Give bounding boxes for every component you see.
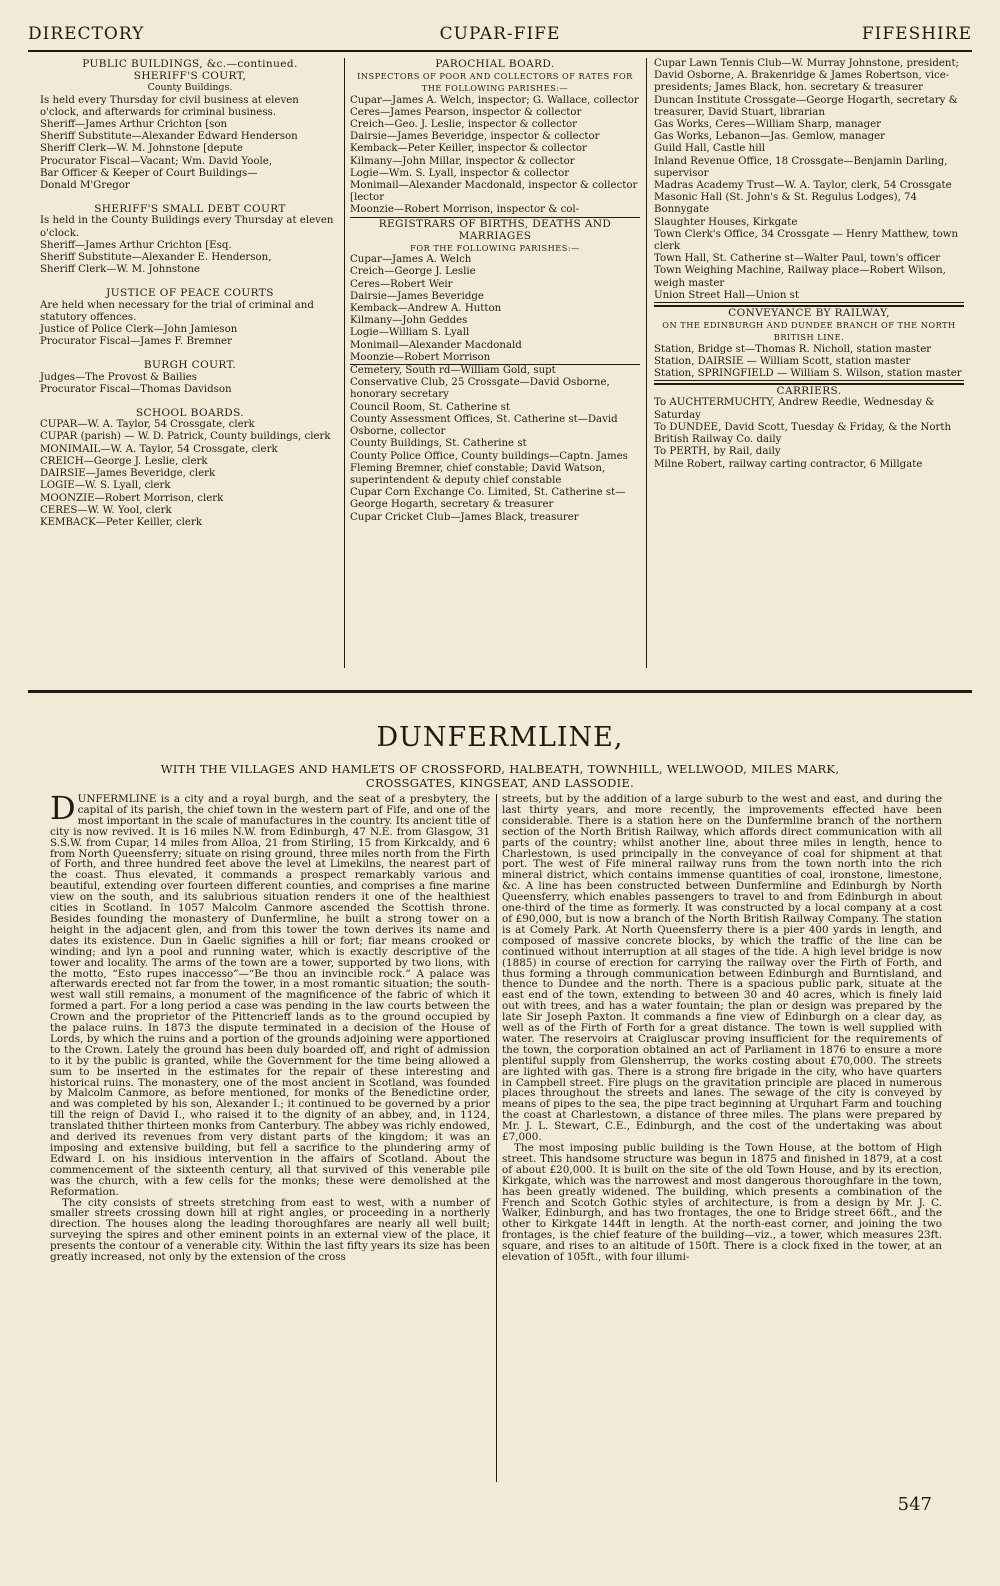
body-paragraph: The city consists of streets stretching from east to west, with a number of smaller streets crossing down hill at right angles, or proceeding in a northerly direction. The houses along the leading thoroughfares are nearly all well built; surveying the spires and other eminent points in an external view of the place, it presents the contour of a venerable city. Within the last fifty years its size has been greatly increased, not only by the extension of the cross [50,1196,490,1264]
directory-entry: Monimail—Alexander Macdonald [350,339,522,351]
directory-entry: Is held every Thursday for civil business at eleven o'clock, and afterwards for criminal business. [40,94,299,118]
directory-entry: Inland Revenue Office, 18 Crossgate—Benjamin Darling, supervisor [654,155,948,179]
directory-entry: SHERIFF'S COURT, [133,70,247,83]
directory-entry: Conservative Club, 25 Crossgate—David Osborne, honorary secretary [350,377,610,401]
directory-entry: Monimail—Alexander Macdonald, inspector & collector [lector [350,180,638,204]
directory-entry: CREICH—George J. Leslie, clerk [40,455,208,467]
directory-entry: Procurator Fiscal—Vacant; Wm. David Yoole, [40,155,273,167]
directory-entry: REGISTRARS OF BIRTHS, DEATHS AND MARRIAGES [378,217,612,242]
directory-entry: Madras Academy Trust—W. A. Taylor, clerk, 54 Crossgate [654,180,952,192]
directory-entry: Sheriff Clerk—W. M. Johnstone [40,264,200,276]
directory-entry: CONVEYANCE BY RAILWAY, [728,307,890,320]
directory-entry: Moonzie—Robert Morrison, inspector & col- [350,204,580,216]
directory-entry: Kemback—Peter Keiller, inspector & collector [350,143,587,155]
directory-entry: Kilmany—John Millar, inspector & collector [350,155,575,167]
directory-entry: CERES—W. W. Yool, clerk [40,504,172,516]
directory-entry: Dairsie—James Beveridge, inspector & collector [350,131,600,143]
directory-entry: Cupar Cricket Club—James Black, treasurer [350,511,579,523]
section-subtitle-line1: WITH THE VILLAGES AND HAMLETS OF CROSSFORD, HALBEATH, TOWNHILL, WELLWOOD, MILES MARK, [160,762,840,776]
directory-entry: BURGH COURT. [143,359,237,372]
header-left: DIRECTORY [28,24,145,44]
directory-entry: Is held in the County Buildings every Thursday at eleven o'clock. [40,215,334,239]
column-parochial-board [350,58,640,524]
directory-entry: MOONZIE—Robert Morrison, clerk [40,492,224,504]
spacer [40,276,340,287]
directory-entry: LOGIE—W. S. Lyall, clerk [40,480,171,492]
directory-entry: JUSTICE OF PEACE COURTS [106,287,274,300]
directory-entry: County Police Office, County buildings—Captn. James Fleming Bremner, chief constable; David Watson, superintendent & deputy chief constable [350,450,628,486]
directory-entry: Milne Robert, railway carting contractor, 6 Millgate [654,458,923,470]
directory-entry: To DUNDEE, David Scott, Tuesday & Friday, & the North British Railway Co. daily [654,421,952,446]
directory-entry: Guild Hall, Castle hill [654,143,765,155]
column-divider [344,58,345,668]
column-public-buildings [40,58,340,529]
spacer [40,348,340,359]
body-right-column [502,794,942,1263]
directory-entry: MONIMAIL—W. A. Taylor, 54 Crossgate, clerk [40,443,278,455]
directory-entry: Creich—Geo. J. Leslie, inspector & collector [350,119,577,131]
directory-entry: Sheriff—James Arthur Crichton [son [40,119,228,131]
directory-entry: Kilmany—John Geddes [350,315,468,327]
body-paragraph: streets, but by the addition of a large suburb to the west and east, and during the last thirty years, and more recently, the improvements effected have been considerable. There is a station here on the Dunfermline branch of the northern section of the North British Railway, which affords direct communication with all parts of the country; whilst another line, about three miles in length, hence to Charlestown, is used principally in the conveyance of coal for shipment at that port. The west of Fife mineral railway runs from the town north into the rich mineral district, which contains immense quantities of coal, ironstone, limestone, &c. A line has been constructed between Dunfermline and Edinburgh by North Queensferry, which enables passengers to travel to and from Edinburgh in about one-third of the time as formerly. It was constructed by a local company at a cost of £90,000, but is now a branch of the North British Railway Company. The station is at Comely Park. At North Queensferry there is a pier 400 yards in length, and composed of massive concrete blocks, by which the traffic of the line can be continued without interruption at all stages of the tide. A high level bridge is now (1885) in course of erection for carrying the railway over the Firth of Forth, and thus forming a through communication between Edinburgh and Burntisland, and thence to Dundee and the north. There is a spacious public park, situate at the east end of the town, extending to between 30 and 40 acres, which is finely laid out with trees, and has a water fountain; the plan or design was prepared by the late Sir Joseph Paxton. It commands a fine view of Edinburgh on a clear day, as well as of the Firth of Forth for a great distance. The town is well supplied with water. The reservoirs at Craigluscar proving insufficient for the requirements of the town, the corporation obtained an act of Parliament in 1876 to ensure a more plentiful supply from Glensherrup, the works costing about £70,000. The streets are lighted with gas. There is a strong fire brigade in the city, who have quarters in Campbell street. Fire plugs on the gravitation principle are placed in numerous places throughout the streets and lanes. The sewage of the city is conveyed by means of pipes to the sea, the pipe tract beginning at Urquhart Farm and touching the coast at Charlestown, a distance of three miles. The plans were prepared by Mr. J. L. Stewart, C.E., Edinburgh, and the cost of the undertaking was about £7,000. [502,793,942,1144]
directory-entry: PUBLIC BUILDINGS, &c.—continued. [82,58,298,70]
header-right: FIFESHIRE [861,24,972,44]
body-paragraph: The most imposing public building is the Town House, at the bottom of High street. This handsome structure was begun in 1875 and finished in 1879, at a cost of about £20,000. It is built on the site of the old Town House, and by its erection, Kirkgate, which was the narrowest and most dangerous thoroughfare in the town, has been greatly widened. The building, which presents a combination of the French and Scotch Gothic styles of architecture, is from a design by Mr. J. C. Walker, Edinburgh, and has two frontages, the one to Bridge street 66ft., and the other to Kirkgate 144ft in length. At the north-east corner, and joining the two frontages, is the chief feature of the building—viz., a tower, which measures 23ft. square, and rises to an altitude of 150ft. There is a clock fixed in the tower, at an elevation of 105ft., with four illumi- [502,1142,942,1264]
directory-entry: Council Room, St. Catherine st [350,401,510,413]
directory-entry: Logie—Wm. S. Lyall, inspector & collector [350,167,570,179]
column-divider [646,58,647,668]
directory-entry: To AUCHTERMUCHTY, Andrew Reedie, Wednesday & Saturday [654,397,935,421]
directory-entry: Town Hall, St. Catherine st—Walter Paul, town's officer [654,253,941,265]
section-title: DUNFERMLINE, [376,722,624,753]
directory-entry: Station, Bridge st—Thomas R. Nicholl, station master [654,343,932,355]
directory-entry: Creich—George J. Leslie [350,266,476,278]
directory-entry: Bar Officer & Keeper of Court Buildings— [40,167,258,179]
directory-entry: Cupar—James A. Welch, inspector; G. Wallace, collector [350,94,639,106]
directory-entry: Gas Works, Lebanon—Jas. Gemlow, manager [654,131,886,143]
directory-entry: Cupar Lawn Tennis Club—W. Murray Johnstone, president; David Osborne, A. Brakenridge & James Robertson, vice-presidents; James Black, hon. secretary & treasurer [654,58,959,94]
directory-entry: Kemback—Andrew A. Hutton [350,303,502,315]
directory-entry: SCHOOL BOARDS. [135,407,245,420]
directory-entry: Moonzie—Robert Morrison [350,351,491,363]
directory-entry: County Assessment Offices, St. Catherine st—David Osborne, collector [350,413,618,438]
directory-entry: Procurator Fiscal—Thomas Davidson [40,383,232,395]
directory-entry: Town Weighing Machine, Railway place—Robert Wilson, weigh master [654,265,946,289]
directory-entry: Justice of Police Clerk—John Jamieson [40,324,238,336]
directory-entry: CARRIERS. [776,385,842,398]
header-center: CUPAR-FIFE [439,24,561,44]
column-divider [496,794,497,1482]
directory-entry: Cupar Corn Exchange Co. Limited, St. Catherine st—George Hogarth, secretary & treasurer [350,487,626,511]
page-number: 547 [897,1494,932,1515]
directory-entry: Slaughter Houses, Kirkgate [654,216,798,228]
directory-entry: Dairsie—James Beveridge [350,290,484,302]
directory-entry: Union Street Hall—Union st [654,289,799,301]
directory-entry: Sheriff Substitute—Alexander E. Henderson, [40,252,272,264]
directory-entry: CUPAR—W. A. Taylor, 54 Crossgate, clerk [40,419,255,431]
drop-cap: D [50,789,76,827]
directory-entry: Masonic Hall (St. John's & St. Regulus Lodges), 74 Bonnygate [654,192,918,216]
directory-entry: Duncan Institute Crossgate—George Hogarth, secretary & treasurer, David Stuart, librarian [654,94,958,118]
header-rule [28,50,972,52]
directory-entry: Sheriff Substitute—Alexander Edward Henderson [40,131,298,143]
directory-entry: Judges—The Provost & Bailies [40,371,197,383]
directory-entry: Town Clerk's Office, 34 Crossgate — Henry Matthew, town clerk [654,228,959,253]
directory-entry: Sheriff—James Arthur Crichton [Esq. [40,239,232,251]
directory-entry: County Buildings, St. Catherine st [350,438,527,450]
spacer [40,192,340,203]
directory-entry: INSPECTORS OF POOR AND COLLECTORS OF RATES FOR THE FOLLOWING PARISHES:— [357,71,633,94]
directory-entry: Procurator Fiscal—James F. Bremner [40,336,232,348]
column-institutions [654,58,964,471]
directory-entry: To PERTH, by Rail, daily [654,446,781,458]
directory-entry: Logie—William S. Lyall [350,327,470,339]
directory-entry: Ceres—Robert Weir [350,278,453,290]
directory-entry: Gas Works, Ceres—William Sharp, manager [654,119,882,131]
directory-entry: Station, DAIRSIE — William Scott, station master [654,355,911,367]
body-left-column [50,789,490,1264]
directory-entry: PAROCHIAL BOARD. [435,58,555,70]
directory-entry: CUPAR (parish) — W. D. Patrick, County buildings, clerk [40,431,331,443]
running-header [28,24,972,46]
directory-entry: Cupar—James A. Welch [350,254,472,266]
directory-entry: Donald M'Gregor [40,180,130,192]
spacer [40,396,340,407]
directory-entry: County Buildings. [147,82,233,94]
directory-entry: Cemetery, South rd—William Gold, supt [350,365,556,377]
section-subtitle-line2: CROSSGATES, KINGSEAT, AND LASSODIE. [365,776,635,790]
directory-entry: DAIRSIE—James Beveridge, clerk [40,468,216,480]
directory-entry: Are held when necessary for the trial of criminal and statutory offences. [40,299,314,323]
directory-entry: Station, SPRINGFIELD — William S. Wilson, station master [654,368,962,380]
directory-entry: KEMBACK—Peter Keiller, clerk [40,516,203,528]
directory-entry: SHERIFF'S SMALL DEBT COURT [94,203,286,216]
directory-entry: Ceres—James Pearson, inspector & collector [350,106,582,118]
directory-entry: ON THE EDINBURGH AND DUNDEE BRANCH OF THE NORTH BRITISH LINE. [662,320,956,343]
directory-entry: Sheriff Clerk—W. M. Johnstone [depute [40,143,243,155]
directory-entry: FOR THE FOLLOWING PARISHES:— [410,243,580,254]
section-rule [28,690,972,693]
body-paragraph: UNFERMLINE is a city and a royal burgh, and the seat of a presbytery, the capital of its parish, the chief town in the western part of Fife, and one of the most important in the scale of manufactures in the country. Its ancient title of city is now revived. It is 16 miles N.W. from Edinburgh, 47 N.E. from Glasgow, 31 S.S.W. from Cupar, 14 miles from Alloa, 21 from Stirling, 15 from Kirkcaldy, and 6 from North Queensferry; situate on rising ground, three miles north from the Firth of Forth, and three hundred feet above the level at Limekilns, the nearest part of the coast. Thus elevated, it commands a prospect remarkably various and beautiful, extending over fourteen different counties, and comprises a fine marine view on the south, and its salubrious situation renders it one of the healthiest cities in Scotland. In 1057 Malcolm Canmore ascended the Scottish throne. Besides founding the monastery of Dunfermline, he built a strong tower on a height in the adjacent glen, and from this tower the town derives its name and dates its existence. Dun in Gaelic signifies a hill or fort; fiar means crooked or winding; and lyn a pool and running water, which is exactly descriptive of the tower and locality. The arms of the town are a tower, supported by two lions, with the motto, “Esto rupes inaccesso”—“Be thou an invincible rock.” A palace was afterwards erected not far from the tower, in a most romantic situation; the south-west wall still remains, a monument of the magnificence of the fabric of which it formed a part. For a long period a case was pending in the law courts between the Crown and the proprietor of the Pittencrieff lands as to the ground occupied by the palace ruins. In 1873 the dispute terminated in a decision of the House of Lords, by which the ruins and a portion of the grounds adjoining were apportioned to the Crown. Lately the ground has been duly boarded off, and right of admission to it by the public is granted, while the Government for the time being allowed a sum to be inserted in the estimates for the repair of these interesting and historical ruins. The monastery, one of the most ancient in Scotland, was founded by Malcolm Canmore, as before mentioned, for monks of the Benedictine order, and was completed by his son, Alexander I.; it continued to be governed by a prior till the reign of David I., who raised it to the dignity of an abbey, and, in 1124, translated thither thirteen monks from Canterbury. The abbey was richly endowed, and derived its revenues from very distant parts of the kingdom; it was an imposing and extensive building, but fell a sacrifice to the plundering army of Edward I. on his insidious intervention in the affairs of Scotland. About the commencement of the sixteenth century, all that survived of this venerable pile was the church, with a few cells for the monks; these were demolished at the Reformation. [50,793,490,1198]
